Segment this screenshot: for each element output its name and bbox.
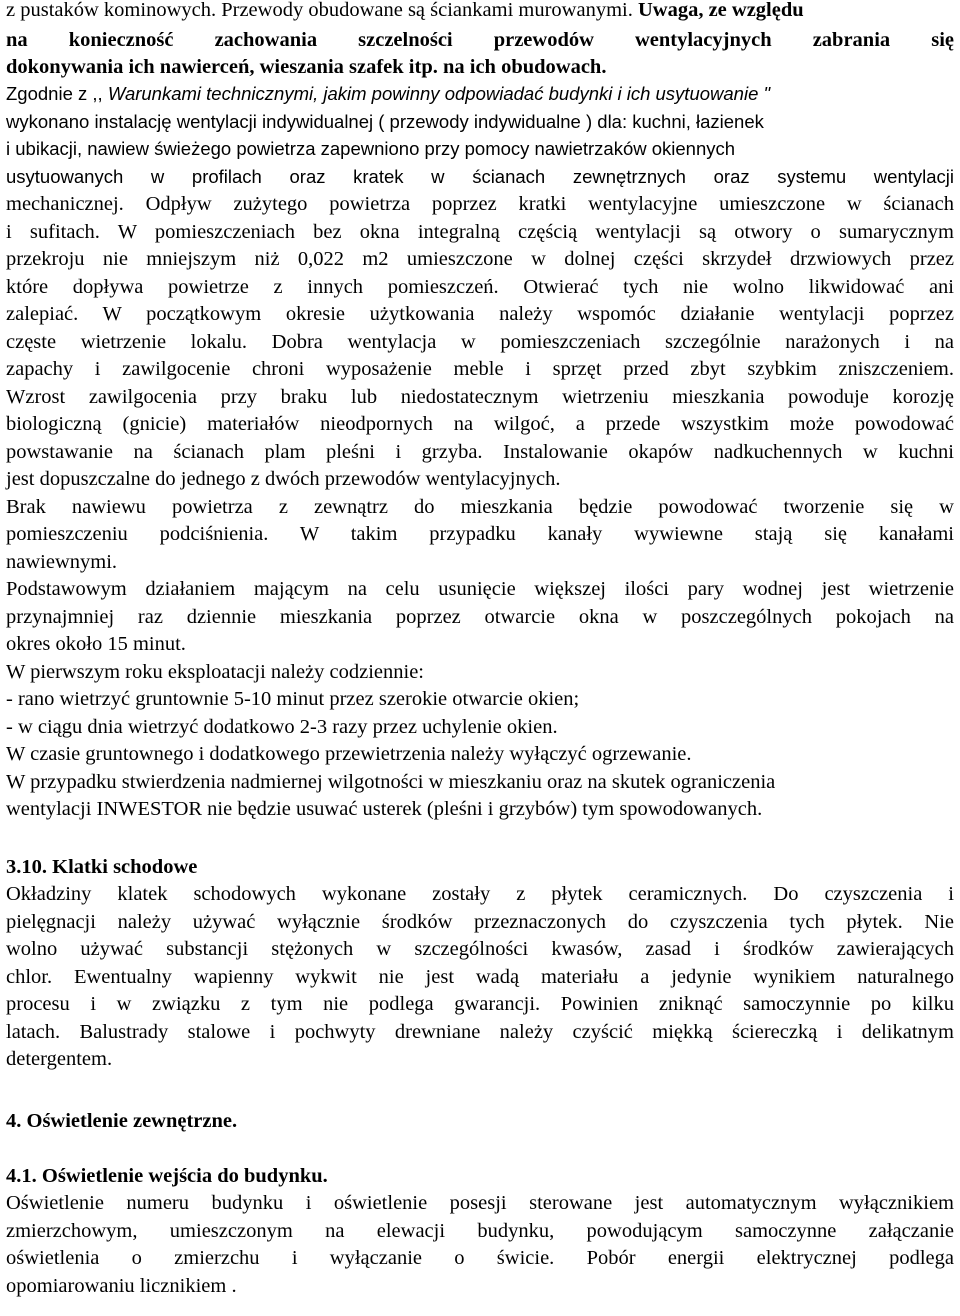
- text-line: chlor. Ewentualny wapienny wykwit nie jest wadą materiału a jedynie wynikiem naturalnego: [6, 966, 954, 988]
- text-line: Brak nawiewu powietrza z zewnątrz do mieszkania będzie powodować tworzenie się w: [6, 496, 954, 518]
- text-line: usytuowanych w profilach oraz kratek w ścianach zewnętrznych oraz systemu wentylacji: [6, 166, 954, 187]
- text-line: zalepiać. W początkowym okresie użytkowania należy wspomóc działanie wentylacji poprzez: [6, 303, 954, 325]
- text-line: powstawanie na ścianach plam pleśni i grzyba. Instalowanie okapów nadkuchennych w kuchni: [6, 441, 954, 463]
- list-item: - w ciągu dnia wietrzyć dodatkowo 2-3 razy przez uchylenie okien.: [6, 716, 558, 738]
- text-line: latach. Balustrady stalowe i pochwyty drewniane należy czyścić miękką ściereczką i delikatnym: [6, 1021, 954, 1043]
- text-line: i ubikacji, nawiew świeżego powietrza zapewniono przy pomocy nawietrzaków okiennych: [6, 138, 736, 159]
- text-line: zmierzchowym, umieszczonym na elewacji budynku, powodującym samoczynne załączanie: [6, 1220, 954, 1242]
- text-line: częste wietrzenie lokalu. Dobra wentylacja w pomieszczeniach szczególnie narażonych i na: [6, 331, 954, 353]
- warning-text: na konieczność zachowania szczelności przewodów wentylacyjnych zabrania się: [6, 29, 954, 51]
- warning-text: Uwaga, ze względu: [637, 0, 804, 21]
- text-line: okres około 15 minut.: [6, 633, 186, 655]
- text-line: wykonano instalację wentylacji indywidualnej ( przewody indywidualne ) dla: kuchni, łazienek: [6, 111, 764, 132]
- text-line: [6, 80, 954, 108]
- text-line: W przypadku stwierdzenia nadmiernej wilgotności w mieszkaniu oraz na skutek ograniczenia: [6, 771, 776, 793]
- section-heading: 3.10. Klatki schodowe: [6, 856, 198, 878]
- text-line: jest dopuszczalne do jednego z dwóch przewodów wentylacyjnych.: [6, 468, 561, 490]
- text-line: mechanicznej. Odpływ zużytego powietrza poprzez kratki wentylacyjne umieszczone w ścianach: [6, 193, 954, 215]
- subsection-heading: 4.1. Oświetlenie wejścia do budynku.: [6, 1165, 328, 1187]
- text-line: pielęgnacji należy używać wyłącznie środków przeznaczonych do czyszczenia tych płytek. Nie: [6, 911, 954, 933]
- text-line: przynajmniej raz dziennie mieszkania poprzez otwarcie okna w poszczególnych pokojach na: [6, 606, 954, 628]
- text-line: Oświetlenie numeru budynku i oświetlenie posesji sterowane jest automatycznym wyłącznikiem: [6, 1192, 954, 1214]
- text-line: W pierwszym roku eksploatacji należy codziennie:: [6, 661, 425, 683]
- text-line: wolno używać substancji stężonych w szczególności kwasów, zasad i środków zawierających: [6, 938, 954, 960]
- text-line: detergentem.: [6, 1048, 113, 1070]
- text-line: wentylacji INWESTOR nie będzie usuwać usterek (pleśni i grzybów) tym spowodowanych.: [6, 798, 763, 820]
- section-heading: 4. Oświetlenie zewnętrzne.: [6, 1110, 238, 1132]
- warning-text: dokonywania ich nawierceń, wieszania szafek itp. na ich obudowach.: [6, 56, 607, 78]
- list-item: - rano wietrzyć gruntownie 5-10 minut przez szerokie otwarcie okien;: [6, 688, 580, 710]
- text-line: [6, 0, 954, 24]
- text-run: Zgodnie z ,,: [6, 83, 108, 104]
- text-line: procesu i w związku z tym nie podlega gwarancji. Powinien zniknąć samoczynnie po kilku: [6, 993, 954, 1015]
- text-line: zapachy i zawilgocenie chroni wyposażenie meble i sprzęt przed zbyt szybkim zniszczeniem.: [6, 358, 954, 380]
- text-line: które dopływa powietrze z innych pomieszczeń. Otwierać tych nie wolno likwidować ani: [6, 276, 954, 298]
- text-line: W czasie gruntownego i dodatkowego przewietrzenia należy wyłączyć ogrzewanie.: [6, 743, 692, 765]
- text-line: Okładziny klatek schodowych wykonane zostały z płytek ceramicznych. Do czyszczenia i: [6, 883, 954, 905]
- text-run: z pustaków kominowych. Przewody obudowane są ściankami murowanymi.: [6, 0, 638, 21]
- text-line: pomieszczeniu podciśnienia. W takim przypadku kanały wywiewne stają się kanałami: [6, 523, 954, 545]
- text-line: nawiewnymi.: [6, 551, 118, 573]
- regulation-title: Warunkami technicznymi, jakim powinny odpowiadać budynki i ich usytuowanie ": [107, 83, 771, 104]
- text-line: biologiczną (gnicie) materiałów nieodpornych na wilgoć, a przede wszystkim może powodować: [6, 413, 954, 435]
- text-line: oświetlenia o zmierzchu i wyłączanie o świcie. Pobór energii elektrycznej podlega: [6, 1247, 954, 1269]
- text-line: przekroju nie mniejszym niż 0,022 m2 umieszczone w dolnej części skrzydeł drzwiowych przez: [6, 248, 954, 270]
- text-line: opomiarowaniu licznikiem .: [6, 1275, 237, 1297]
- text-line: Podstawowym działaniem mającym na celu usunięcie większej ilości pary wodnej jest wietrzenie: [6, 578, 954, 600]
- text-line: i sufitach. W pomieszczeniach bez okna integralną częścią wentylacji są otwory o sumarycznym: [6, 221, 954, 243]
- text-line: Wzrost zawilgocenia przy braku lub niedostatecznym wietrzeniu mieszkania powoduje korozję: [6, 386, 954, 408]
